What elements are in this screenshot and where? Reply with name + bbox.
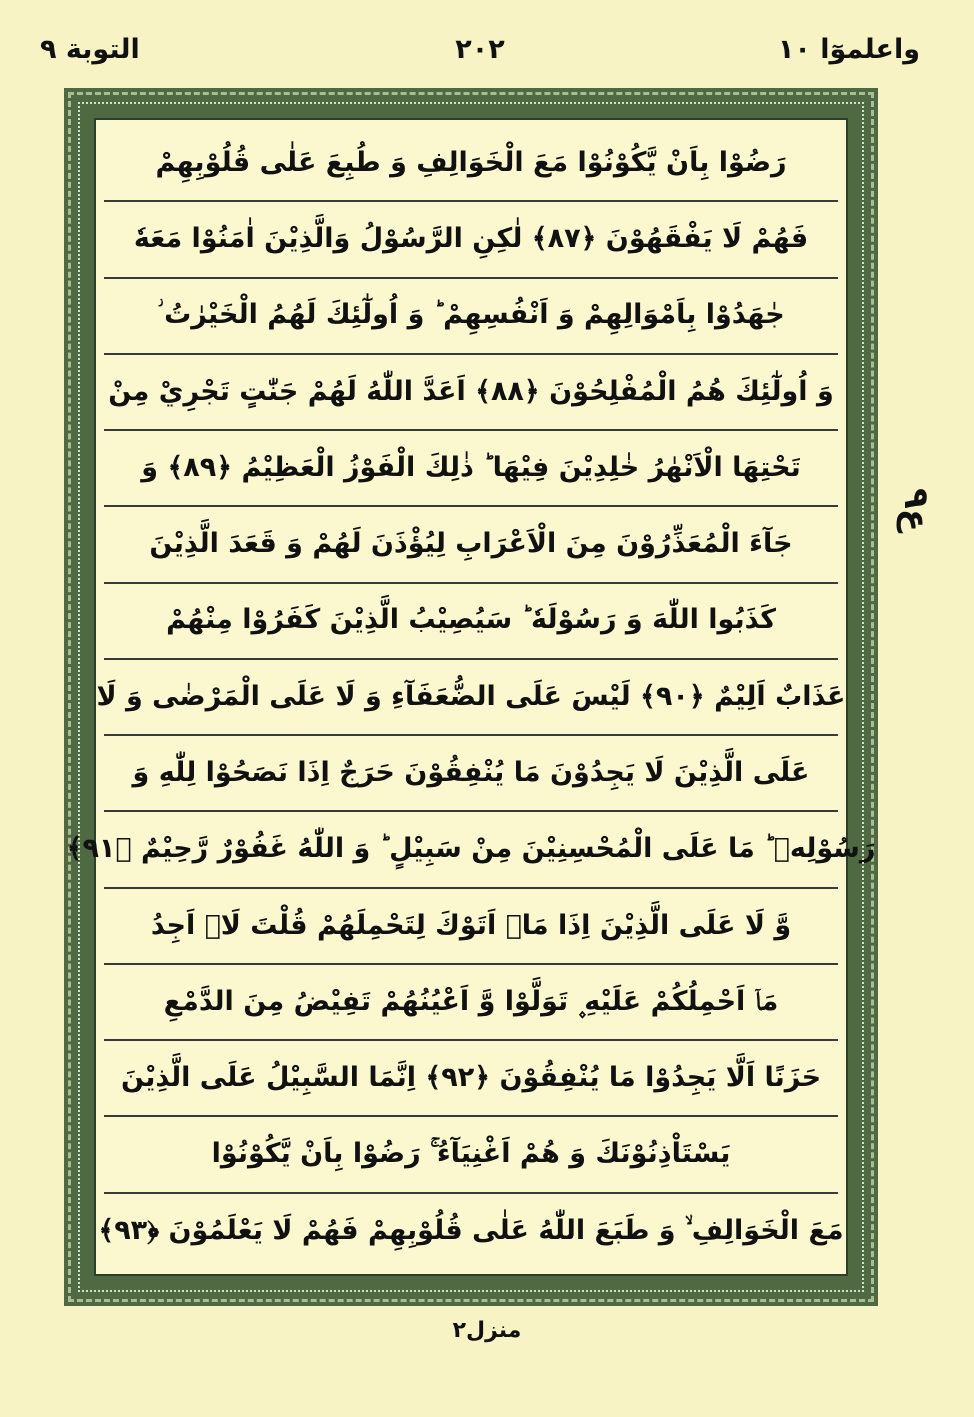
- text-line: حَزَنًا اَلَّا يَجِدُوْا مَا يُنْفِقُوْنَ ﴿٩٢﴾ اِنَّمَا السَّبِيْلُ عَلَى الَّذِيْنَ: [104, 1041, 838, 1117]
- manzil-footer: منزل٢: [452, 1318, 522, 1343]
- text-line: مَاۤ اَحْمِلُكُمْ عَلَيْهِ ۪ تَوَلَّوْا وَّ اَعْيُنُهُمْ تَفِيْضُ مِنَ الدَّمْعِ: [104, 965, 838, 1041]
- text-line: كَذَبُوا اللّٰهَ وَ رَسُوْلَهٗ ؕ سَيُصِيْبُ الَّذِيْنَ كَفَرُوْا مِنْهُمْ: [104, 584, 838, 660]
- text-line: رَسُوْلِهٖ ؕ مَا عَلَى الْمُحْسِنِيْنَ مِنْ سَبِيْلٍ ؕ وَ اللّٰهُ غَفُوْرٌ رَّحِيْمٌ ﴿٩١﴾: [104, 812, 838, 888]
- quran-text-block: [66, 126, 876, 1268]
- text-line: وَّ لَا عَلَى الَّذِيْنَ اِذَا مَاۤ اَتَوْكَ لِتَحْمِلَهُمْ قُلْتَ لَاۤ اَجِدُ: [104, 889, 838, 965]
- text-line: وَ اُولٰٓئِكَ هُمُ الْمُفْلِحُوْنَ ﴿٨٨﴾ اَعَدَّ اللّٰهُ لَهُمْ جَنّٰتٍ تَجْرِيْ مِنْ: [104, 355, 838, 431]
- surah-title: التوبة ٩: [40, 34, 140, 65]
- text-line: جَآءَ الْمُعَذِّرُوْنَ مِنَ الْاَعْرَابِ لِيُؤْذَنَ لَهُمْ وَ قَعَدَ الَّذِيْنَ: [104, 507, 838, 583]
- text-line: يَسْتَاْذِنُوْنَكَ وَ هُمْ اَغْنِيَآءُ ۚ رَضُوْا بِاَنْ يَّكُوْنُوْا: [104, 1117, 838, 1193]
- text-line: تَحْتِهَا الْاَنْهٰرُ خٰلِدِيْنَ فِيْهَا ؕ ذٰلِكَ الْفَوْزُ الْعَظِيْمُ ﴿٨٩﴾ وَ: [104, 431, 838, 507]
- page-header: [40, 34, 920, 84]
- ruku-marker-text: ع٩: [896, 488, 936, 532]
- juz-title: واعلموٓا ١٠: [777, 34, 920, 65]
- text-line: عَذَابٌ اَلِيْمٌ ﴿٩٠﴾ لَيْسَ عَلَى الضُّعَفَآءِ وَ لَا عَلَى الْمَرْضٰى وَ لَا: [104, 660, 838, 736]
- text-line: مَعَ الْخَوَالِفِ ۙ وَ طَبَعَ اللّٰهُ عَلٰى قُلُوْبِهِمْ فَهُمْ لَا يَعْلَمُوْنَ ﴿٩٣﴾: [98, 1214, 844, 1246]
- text-line: جٰهَدُوْا بِاَمْوَالِهِمْ وَ اَنْفُسِهِمْ ؕ وَ اُولٰٓئِكَ لَهُمُ الْخَيْرٰتُ ؗ: [104, 279, 838, 355]
- decorative-page-border: [64, 88, 878, 1306]
- text-line: عَلَى الَّذِيْنَ لَا يَجِدُوْنَ مَا يُنْفِقُوْنَ حَرَجٌ اِذَا نَصَحُوْا لِلّٰهِ وَ: [104, 736, 838, 812]
- text-line: فَهُمْ لَا يَفْقَهُوْنَ ﴿٨٧﴾ لٰكِنِ الرَّسُوْلُ وَالَّذِيْنَ اٰمَنُوْا مَعَهٗ: [104, 202, 838, 278]
- text-line: رَضُوْا بِاَنْ يَّكُوْنُوْا مَعَ الْخَوَالِفِ وَ طُبِعَ عَلٰى قُلُوْبِهِمْ: [104, 126, 838, 202]
- page-number: ٢٠٢: [455, 34, 505, 65]
- ruku-marker: [886, 470, 946, 550]
